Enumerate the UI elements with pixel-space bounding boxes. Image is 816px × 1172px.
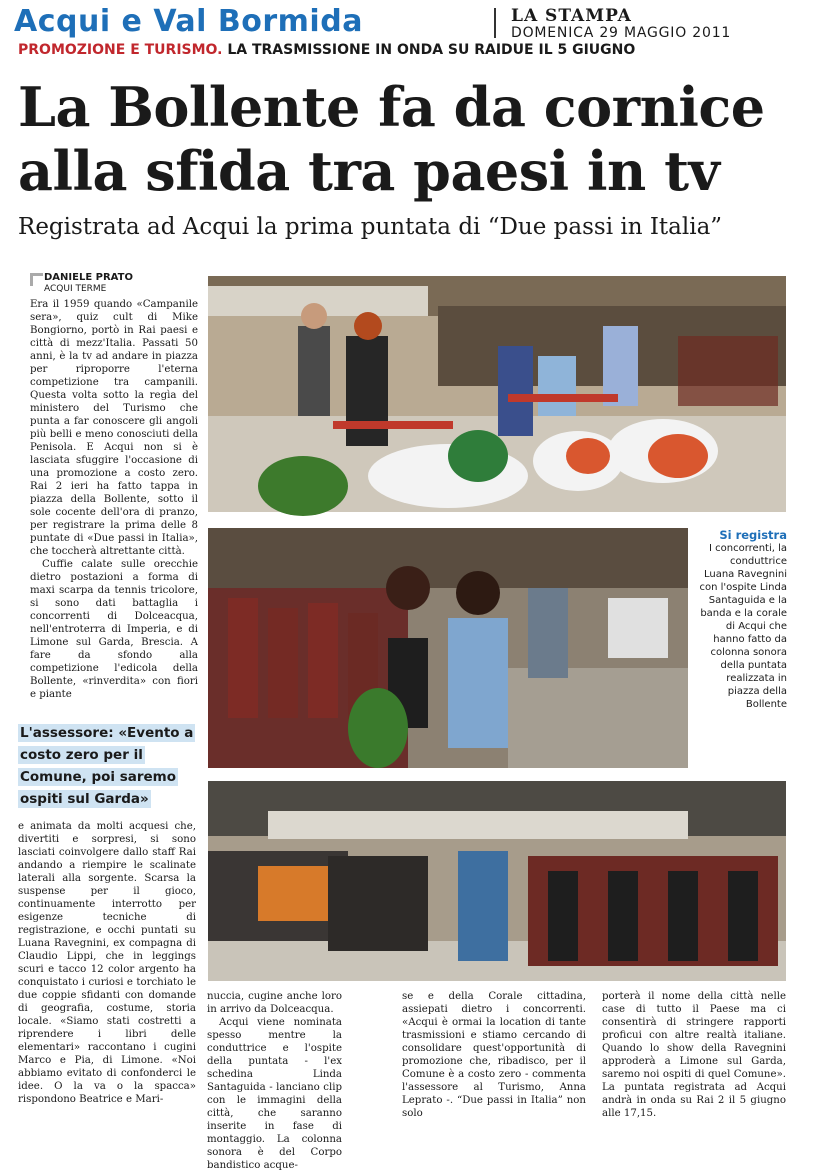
photo-contestants xyxy=(208,276,786,512)
subheadline: Registrata ad Acqui la prima puntata di “Due passi in Italia” xyxy=(18,214,723,240)
caption-text: I concorrenti, la conduttrice Luana Ravegnini con l'ospite Linda Santaguida e la banda e la corale di Acqui che hanno fatto da colonna sonora della puntata realizzata in piazza della Bollente xyxy=(699,543,787,710)
masthead-divider xyxy=(494,8,496,38)
section-title: Acqui e Val Bormida xyxy=(14,4,363,39)
kicker-text: LA TRASMISSIONE IN ONDA SU RAIDUE IL 5 GIUGNO xyxy=(227,42,636,58)
article-column-3 xyxy=(402,990,586,1130)
paragraph: Cuffie calate sulle orecchie dietro postazioni a forma di maxi scarpa da tennis tricolore, si sono dati battaglia i concorrenti di Dolceacqua, nell'entroterra di Imperia, e di Limone sul Garda, Brescia. A fare da sfondo alla competizione l'edicola della Bollente, «rinverdita» con fiori e piante xyxy=(30,559,198,700)
article-column-2 xyxy=(207,990,342,1171)
author: DANIELE PRATO xyxy=(44,272,133,283)
paragraph: e animata da molti acquesi che, divertiti e sorpresi, si sono lasciati coinvolgere dallo staff Rai andando a riempire le scalinate laterali alla sorgente. Scarsa la suspense per il gioco, continuamente interrotto per esigenze tecniche di registrazione, e occhi puntati su Luana Ravegnini, ex compagna di Claudio Lippi, che in leggings scuri e tacco 12 color argento ha conquistato i curiosi e torchiato le due coppie sfidanti con domande di geografia, costume, storia locale. «Siamo stati costretti a riprendere i libri delle elementari» raccontano i cugini Marco e Pia, di Limone. «Noi abbiamo evitato di confonderci le idee. O la va o la spacca» rispondono Beatrice e Mari- xyxy=(18,821,196,1105)
kicker xyxy=(18,42,635,58)
issue-date: DOMENICA 29 MAGGIO 2011 xyxy=(511,25,732,41)
dateline: ACQUI TERME xyxy=(44,284,107,294)
paragraph: porterà il nome della città nelle case di tutto il Paese ma ci consentirà di stringere rapporti proficui con altre realtà italiane. Quando lo show della Ravegnini approderà a Limone sul Garda, saremo noi ospiti di quel Comune». La puntata registrata ad Acqui andrà in onda su Rai 2 il 5 giugno alle 17,15. xyxy=(602,991,786,1119)
caption-title: Si registra xyxy=(719,528,787,542)
photo-band-crowd xyxy=(208,781,786,981)
newspaper-name: LA STAMPA xyxy=(511,6,632,26)
pullquote xyxy=(18,722,196,810)
paragraph: Acqui viene nominata spesso mentre la conduttrice e l'ospite della puntata - l'ex schedina Linda Santaguida - lanciano clip con le immagini della città, che saranno inserite in fase di montaggio. La colonna sonora è del Corpo bandistico acque- xyxy=(207,1017,342,1171)
paragraph: nuccia, cugine anche loro in arrivo da Dolceacqua. xyxy=(207,991,342,1015)
article-column-4 xyxy=(602,990,786,1130)
article-column-1 xyxy=(30,298,198,718)
pullquote-text: L'assessore: «Evento a costo zero per il Comune, poi saremo ospiti sul Garda» xyxy=(20,725,194,807)
photo-host-and-band xyxy=(208,528,688,768)
kicker-label: PROMOZIONE E TURISMO. xyxy=(18,42,223,58)
article-column-1-continued xyxy=(18,820,196,1125)
photo-caption xyxy=(699,528,787,711)
paragraph: Era il 1959 quando «Campanile sera», quiz cult di Mike Bongiorno, portò in Rai paesi e città di mezz'Italia. Passati 50 anni, è la tv ad andare in piazza per riproporre l'eterna competizione tra campanili. Questa volta sotto la regìa del ministero del Turismo che punta a far conoscere gli angoli più belli e meno conosciuti della Penisola. E Acqui non si è lasciata sfuggire l'occasione di una promozione a costo zero. Rai 2 ieri ha fatto tappa in piazza della Bollente, sotto il sole cocente dell'ora di pranzo, per registrare la prima delle 8 puntate di «Due passi in Italia», che toccherà altrettante città. xyxy=(30,299,198,557)
byline-mark xyxy=(30,273,43,286)
paragraph: se e della Corale cittadina, assiepati dietro i concorrenti. «Acqui è ormai la location di tante trasmissioni e stiamo cercando di consolidare quest'opportunità di promozione che, ribadisco, per il Comune è a costo zero - commenta l'assessore al Turismo, Anna Leprato -. “Due passi in Italia” non solo xyxy=(402,991,586,1119)
headline-line-1: La Bollente fa da cornice xyxy=(18,75,765,139)
headline-line-2: alla sfida tra paesi in tv xyxy=(18,139,720,203)
